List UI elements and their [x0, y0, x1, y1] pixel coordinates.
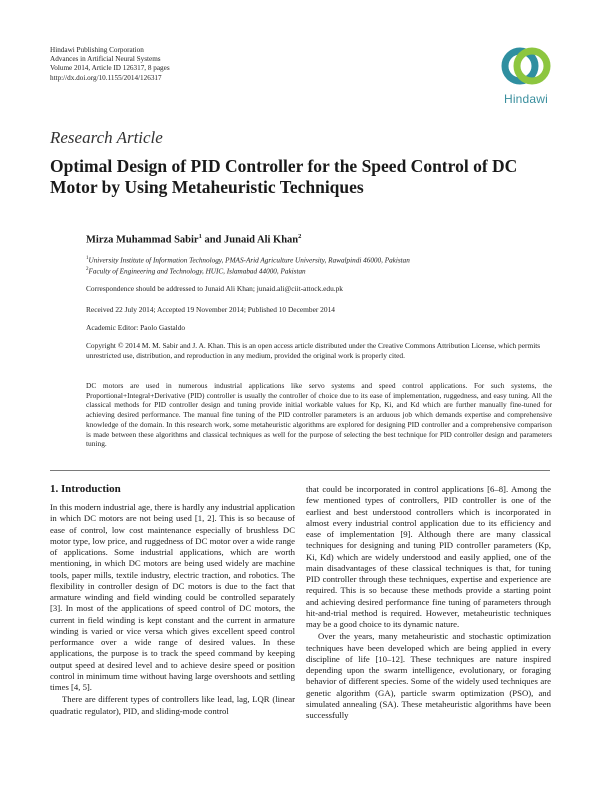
author-list [86, 233, 301, 246]
doi-link[interactable]: http://dx.doi.org/10.1155/2014/126317 [50, 73, 162, 82]
author-joiner: and [201, 234, 225, 246]
hindawi-logo [496, 40, 556, 110]
paragraph: There are different types of controllers like lead, lag, LQR (linear quadratic regulator), PID, and sliding-mode control [50, 694, 295, 716]
publication-dates: Received 22 July 2014; Accepted 19 November 2014; Published 10 December 2014 [86, 305, 335, 314]
paragraph: Over the years, many metaheuristic and stochastic optimization techniques have been developed which are being applied in every discipline of life [10–12]. These techniques are nature inspired depending upon the swarm intelligence, evolutionary, or foraging behavior of different species. Some of the widely used techniques are genetic algorithm (GA), particle swarm optimization (PSO), and simulated annealing (SA). These metaheuristic algorithms have been successfully [306, 631, 551, 720]
affiliation [86, 267, 306, 275]
publisher-name: Hindawi Publishing Corporation [50, 46, 144, 54]
affiliation-text: Faculty of Engineering and Technology, HUIC, Islamabad 44000, Pakistan [88, 267, 306, 276]
section-divider [50, 470, 550, 471]
right-column [306, 484, 551, 721]
affiliation-mark: 2 [86, 267, 89, 272]
author-name: Mirza Muhammad Sabir [86, 234, 199, 246]
abstract: DC motors are used in numerous industrial applications like servo systems and speed control applications. For such systems, the Proportional+Integral+Derivative (PID) controller is usually the controller of choice due to its ease of implementation, ruggedness, and easy tuning. All the classical methods for PID controller design and tuning provide initial workable values for Kp, Ki, and Kd which are further manually fine-tuned for achieving desired performance. The manual fine tuning of the PID controller parameters is an arduous job which demands expertise and comprehensive knowledge of the domain. In this research work, some metaheuristic algorithms are explored for designing PID controller and a comprehensive comparison is made between these algorithms and classical techniques as well for the purpose of selecting the best technique for PID controller design and parameters tuning. [86, 381, 552, 449]
academic-editor: Academic Editor: Paolo Gastaldo [86, 323, 186, 332]
correspondence: Correspondence should be addressed to Junaid Ali Khan; junaid.ali@ciit-attock.edu.pk [86, 284, 344, 293]
article-type: Research Article [50, 128, 163, 147]
affiliation-text: University Institute of Information Technology, PMAS-Arid Agriculture University, Rawalpindi 46000, Pakistan [88, 256, 410, 265]
journal-name: Advances in Artificial Neural Systems [50, 55, 161, 64]
section-heading: 1. Introduction [50, 483, 121, 495]
author-name: Junaid Ali Khan [224, 234, 299, 246]
left-column [50, 502, 295, 717]
author-affiliation-mark: 1 [198, 233, 202, 240]
paragraph: that could be incorporated in control applications [6–8]. Among the few mentioned types of controllers, PID controller is one of the earliest and best understood controllers which is incorporated in almost every industrial control application due to its efficiency and ease of implementation [9]. Although there are many classical techniques for designing and tuning PID controller parameters (Kp, Ki, Kd) which are widely understood and easily applied, one of the main disadvantages of these classical techniques is that, for tuning PID controller through these techniques, expertise and experience are required. This is so because these methods provide a starting point and achieving desired performance fine tuning of parameters through hit-and-trial method is required. However, metaheuristic techniques may be a good choice to its dynamic nature. [306, 484, 551, 629]
hindawi-logo-icon [496, 40, 556, 92]
paragraph: In this modern industrial age, there is hardly any industrial application in which DC motors are not being used [1, 2]. This is so because of ease of control, low cost maintenance especially of brushless DC motor type, low price, and ruggedness of DC motor over a wide range of applications. Some industrial applications, which are worth mentioning, in which DC motors are being used widely are machine tools, paper mills, textile industry, electric traction, and robotics. The flexibility in controller design of DC motors is due to the fact that armature winding and field winding could be controlled separately [3]. In most of the applications of speed control of DC motors, the current in field winding is kept constant and the current in armature winding is varied or vice versa which gives excellent speed control performance over a wide range of desired values. In these applications, the purpose is to track the speed command by keeping output speed at desired level and to achieve desire speed or position control in minimum time without having large overshoots and settling times [4, 5]. [50, 502, 295, 692]
volume-info: Volume 2014, Article ID 126317, 8 pages [50, 64, 170, 73]
affiliation [86, 256, 410, 264]
author-affiliation-mark: 2 [298, 233, 302, 240]
paper-title: Optimal Design of PID Controller for the Speed Control of DC Motor by Using Metaheuristic Techniques [50, 156, 518, 197]
logo-wordmark: Hindawi [503, 92, 549, 106]
affiliation-mark: 1 [86, 256, 89, 261]
journal-header [50, 46, 170, 83]
copyright-notice: Copyright © 2014 M. M. Sabir and J. A. Khan. This is an open access article distributed under the Creative Commons Attribution License, which permits unrestricted use, distribution, and reproduction in any medium, provided the original work is properly cited. [86, 341, 541, 360]
